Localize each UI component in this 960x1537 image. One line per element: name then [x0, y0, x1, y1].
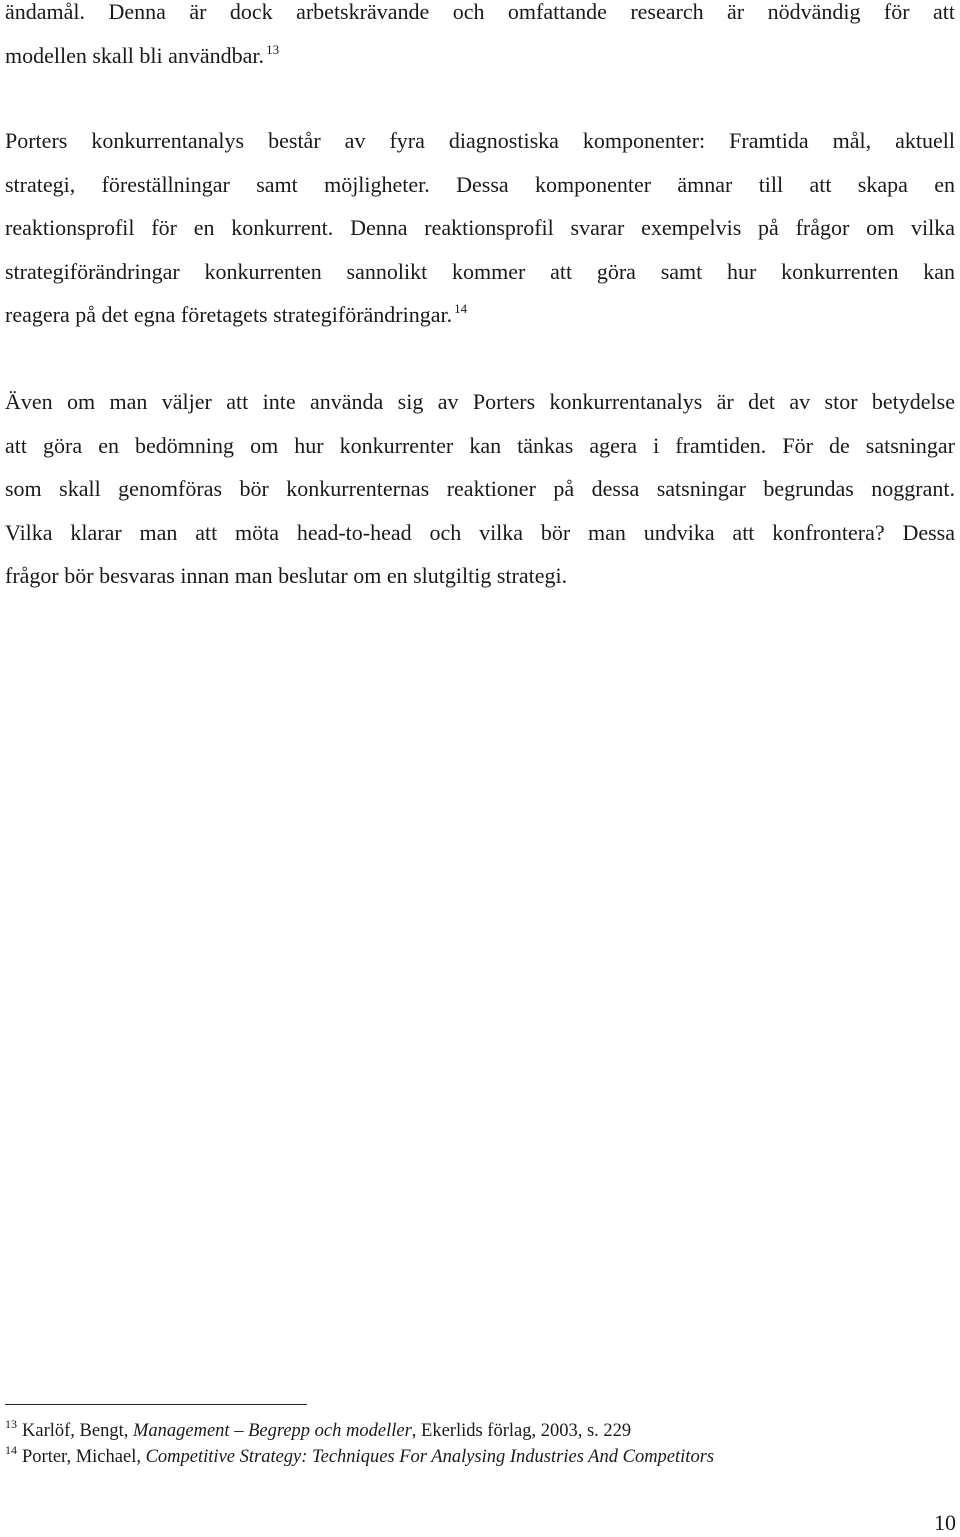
footnote-ref-13: 13 — [266, 41, 280, 57]
text-line: reaktionsprofil för en konkurrent. Denna reaktionsprofil svarar exempelvis på frågor om vilka — [5, 215, 955, 240]
text-line-content: reagera på det egna företagets strategiförändringar. — [5, 302, 453, 327]
paragraph-1 — [5, 0, 955, 77]
text-line: Vilka klarar man att möta head-to-head och vilka bör man undvika att konfrontera? Dessa — [5, 519, 955, 545]
text-line: Porters konkurrentanalys består av fyra diagnostiska komponenter: Framtida mål, aktuell — [5, 128, 955, 153]
footnote-text: Porter, Michael, — [22, 1447, 146, 1467]
footnote-separator — [5, 1404, 307, 1405]
footnote-number: 13 — [5, 1417, 17, 1431]
text-line: som skall genomföras bör konkurrenternas reaktioner på dessa satsningar begrundas noggrant. — [5, 476, 955, 501]
text-line: ändamål. Denna är dock arbetskrävande och omfattande research är nödvändig för att — [5, 0, 955, 24]
footnote-title: Competitive Strategy: Techniques For Analysing Industries And Competitors — [145, 1447, 715, 1467]
footnote-14 — [5, 1445, 714, 1469]
footnote-number: 14 — [5, 1443, 17, 1457]
text-line — [5, 34, 955, 78]
text-line — [5, 293, 955, 337]
text-line: att göra en bedömning om hur konkurrenter kan tänkas agera i framtiden. För de satsningar — [5, 432, 955, 458]
text-line-content: modellen skall bli användbar. — [5, 42, 265, 68]
text-line: frågor bör besvaras innan man beslutar om en slutgiltig strategi. — [5, 563, 568, 588]
footnote-text: Karlöf, Bengt, — [22, 1421, 133, 1441]
footnote-text: , Ekerlids förlag, 2003, s. 229 — [411, 1421, 632, 1441]
footnote-title: Management – Begrepp och modeller — [132, 1421, 412, 1441]
text-line: Även om man väljer att inte använda sig av Porters konkurrentanalys är det av stor betydelse — [5, 389, 955, 414]
text-line: strategiförändringar konkurrenten sannolikt kommer att göra samt hur konkurrenten kan — [5, 258, 955, 284]
footnote-ref-14: 14 — [454, 301, 468, 316]
paragraph-2 — [5, 119, 955, 337]
text-line: strategi, föreställningar samt möjligheter. Dessa komponenter ämnar till att skapa en — [5, 171, 955, 197]
paragraph-3 — [5, 380, 955, 598]
footnote-13 — [5, 1419, 631, 1443]
page-number: 10 — [934, 1510, 956, 1535]
